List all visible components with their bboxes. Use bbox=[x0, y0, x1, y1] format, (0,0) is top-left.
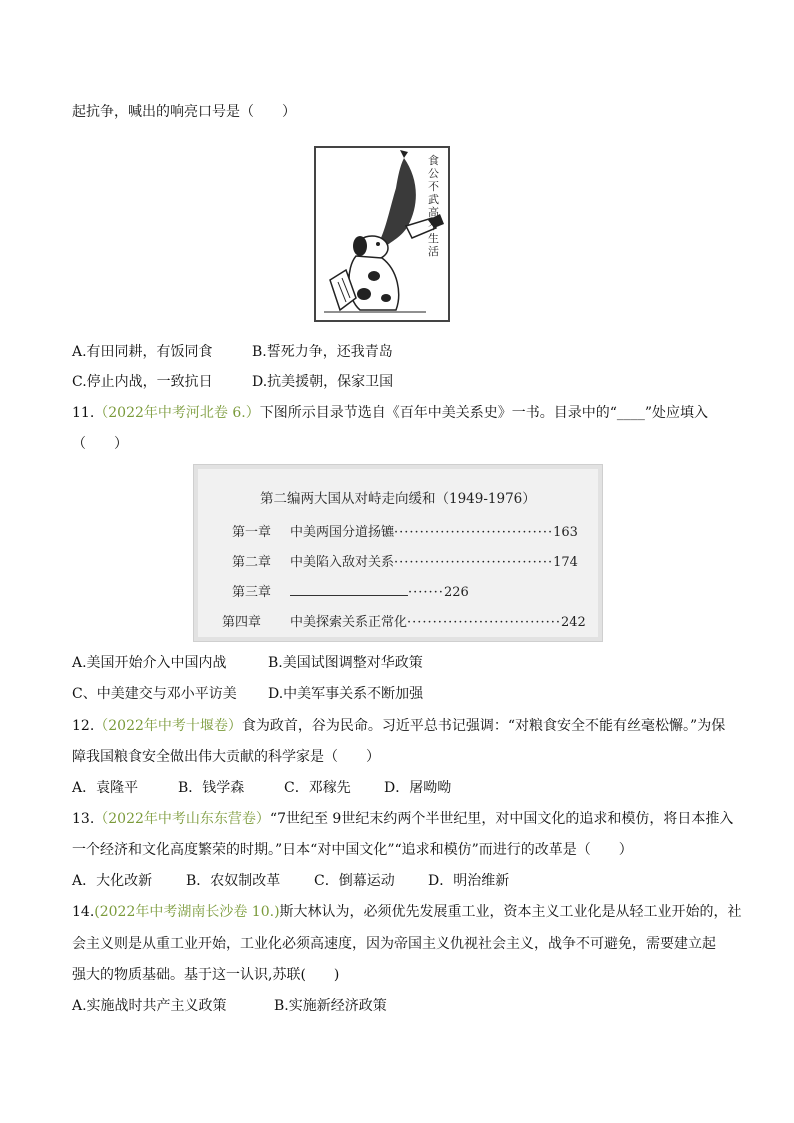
q14-stem-1: 斯大林认为，必须优先发展重工业，资本主义工业化是从轻工业开始的，社 bbox=[279, 904, 742, 920]
q10-stem-tail: 起抗争，喊出的响亮口号是（ ） bbox=[72, 104, 296, 120]
toc-row-4: 第四章 中美探索关系正常化······························242 bbox=[222, 611, 586, 630]
q12-option-c[interactable]: C．邓稼先 bbox=[284, 780, 351, 796]
q12-stem-1: 食为政首，谷为民命。习近平总书记强调：“对粮食安全不能有丝毫松懈。”为保 bbox=[241, 718, 726, 734]
toc-chapter-name: 中美陷入敌对关系 bbox=[290, 555, 395, 570]
q11-option-b[interactable]: B.美国试图调整对华政策 bbox=[268, 655, 423, 671]
q12-option-b[interactable]: B．钱学森 bbox=[178, 780, 245, 796]
toc-chapter-name: 中美探索关系正常化 bbox=[290, 615, 408, 630]
q13-option-a[interactable]: A．大化改新 bbox=[72, 873, 153, 889]
q13-stem-1: “7世纪至 9世纪末约两个半世纪里，对中国文化的追求和模仿，将日本推入 bbox=[269, 811, 734, 827]
q11-stem-line bbox=[72, 403, 708, 423]
toc-page-number: 174 bbox=[553, 555, 578, 570]
toc-page-number: 163 bbox=[553, 525, 578, 540]
q11-number: 11. bbox=[72, 405, 95, 421]
q11-source: （2022年中考河北卷 6.） bbox=[94, 405, 260, 421]
toc-blank-line bbox=[290, 583, 408, 596]
q10-option-c[interactable]: C.停止内战，一致抗日 bbox=[72, 374, 213, 390]
q10-option-d[interactable]: D.抗美援朝，保家卫国 bbox=[252, 374, 394, 390]
q12-option-d[interactable]: D．屠呦呦 bbox=[384, 780, 452, 796]
q14-number: 14. bbox=[72, 904, 95, 920]
q13-options-row bbox=[72, 871, 509, 891]
cartoon-caption: 食公不武高不生活 bbox=[428, 154, 439, 258]
toc-chapter-label: 第二章 bbox=[232, 555, 272, 570]
q14-stem-line-1 bbox=[72, 902, 742, 922]
q12-stem-line-2: 障我国粮食安全做出伟大贡献的科学家是（ ） bbox=[72, 749, 380, 765]
toc-row-1: 第一章 中美两国分道扬镳·······························163 bbox=[232, 521, 578, 540]
q14-options-row bbox=[72, 996, 387, 1016]
q10-options-row-2 bbox=[72, 372, 393, 392]
q11-stem: 下图所示目录节选自《百年中美关系史》一书。目录中的“____”处应填入 bbox=[259, 405, 709, 421]
q11-option-d[interactable]: D.中美军事关系不断加强 bbox=[268, 686, 424, 702]
toc-chapter-label: 第三章 bbox=[232, 585, 272, 600]
q11-toc-figure bbox=[193, 464, 603, 642]
q12-options-row bbox=[72, 778, 451, 798]
q13-option-c[interactable]: C．倒幕运动 bbox=[314, 873, 395, 889]
toc-chapter-label: 第四章 bbox=[222, 615, 262, 630]
q14-option-a[interactable]: A.实施战时共产主义政策 bbox=[72, 998, 227, 1014]
q11-option-c[interactable]: C、中美建交与邓小平访美 bbox=[72, 686, 237, 702]
toc-chapter-label: 第一章 bbox=[232, 525, 272, 540]
toc-row-2: 第二章 中美陷入敌对关系·······························174 bbox=[232, 551, 578, 570]
q11-option-a[interactable]: A.美国开始介入中国内战 bbox=[72, 655, 227, 671]
q11-options-row-2 bbox=[72, 684, 423, 704]
q14-source: (2022年中考湖南长沙卷 10.) bbox=[94, 904, 280, 920]
q14-stem-line-2: 会主义则是从重工业开始，工业化必须高速度，因为帝国主义仇视社会主义，战争不可避免，需要建立起 bbox=[72, 936, 716, 952]
q12-option-a[interactable]: A．袁隆平 bbox=[72, 780, 139, 796]
q10-option-a[interactable]: A.有田同耕，有饭同食 bbox=[72, 344, 213, 360]
toc-title: 第二编两大国从对峙走向缓和（1949-1976） bbox=[260, 491, 536, 507]
q13-stem-line-1 bbox=[72, 809, 733, 829]
q14-option-b[interactable]: B.实施新经济政策 bbox=[274, 998, 387, 1014]
toc-page-number: 242 bbox=[561, 615, 586, 630]
q10-cartoon-figure bbox=[314, 146, 450, 322]
q13-stem-line-2: 一个经济和文化高度繁荣的时期。”日本“对中国文化”“追求和模仿”而进行的改革是（ ） bbox=[72, 842, 633, 858]
q13-option-b[interactable]: B．农奴制改革 bbox=[186, 873, 281, 889]
q11-options-row-1 bbox=[72, 653, 423, 673]
toc-page-number: 226 bbox=[443, 585, 469, 600]
q13-option-d[interactable]: D．明治维新 bbox=[428, 873, 510, 889]
q11-stem-tail: （ ） bbox=[72, 436, 128, 452]
q10-options-row-1 bbox=[72, 342, 393, 362]
q10-option-b[interactable]: B.誓死力争，还我青岛 bbox=[252, 344, 393, 360]
toc-chapter-name: 中美两国分道扬镳 bbox=[290, 525, 395, 540]
q13-number: 13. bbox=[72, 811, 95, 827]
q12-number: 12. bbox=[72, 718, 95, 734]
q12-source: （2022年中考十堰卷） bbox=[94, 718, 242, 734]
q14-stem-line-3: 强大的物质基础。基于这一认识,苏联( ) bbox=[72, 967, 340, 983]
q13-source: （2022年中考山东东营卷） bbox=[94, 811, 270, 827]
toc-row-3: 第三章 ·······226 bbox=[232, 581, 469, 600]
q12-stem-line-1 bbox=[72, 716, 725, 736]
